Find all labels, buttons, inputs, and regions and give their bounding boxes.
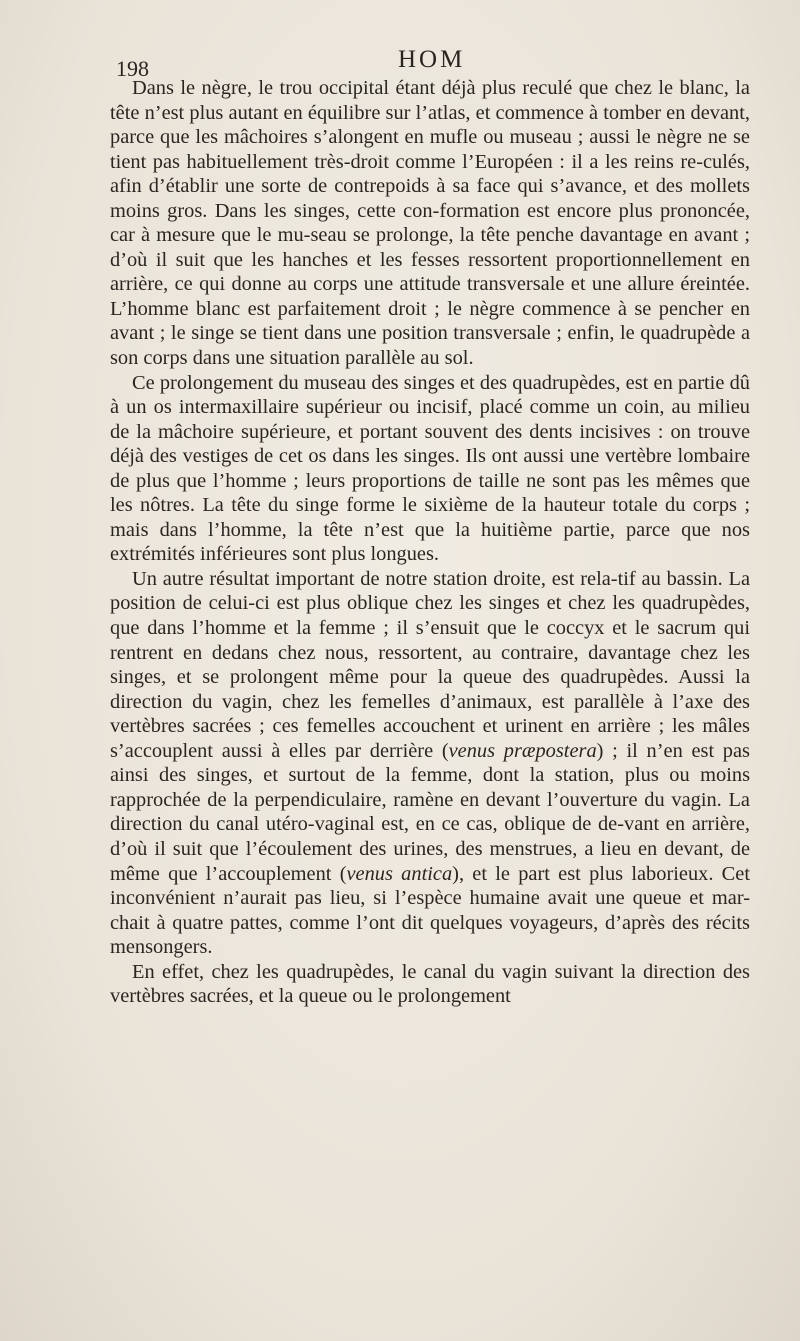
paragraph-3: [110, 567, 750, 960]
paragraph-4: [110, 960, 750, 1009]
paragraph-2-text: Ce prolongement du museau des singes et des quadrupèdes, est en partie dû à un os intermaxillaire supérieur ou incisif, placé comme un coin, au milieu de la mâchoire supérieure, et portant souvent des dents incisives : on trouve déjà des vestiges de cet os dans les singes. Ils ont aussi une vertèbre lombaire de plus que l’homme ; leurs proportions de taille ne sont pas les mêmes que les nôtres. La tête du singe forme le sixième de la hauteur totale du corps ; mais dans l’homme, la tête n’est que la huitième partie, parce que nos extrémités inférieures sont plus longues.: [110, 371, 750, 566]
latin-term-venus-antica: venus antica: [346, 862, 453, 885]
paragraph-3-text-b: ) ; il n’en est pas ainsi des singes, et surtout de la femme, dont la station, plus ou moins rapprochée de la perpendiculaire, ramène en devant l’ouverture du vagin. La direction du canal utéro-vaginal est, en ce cas, oblique de de-vant en arrière, d’où il suit que l’écoulement des urines, des menstrues, a lieu en devant, de même que l’accouplement (: [110, 739, 750, 885]
paragraph-4-text: En effet, chez les quadrupèdes, le canal du vagin suivant la direction des vertèbres sacrées, et la queue ou le prolongement: [110, 960, 750, 1008]
page-number: 198: [116, 56, 149, 81]
paragraph-1-text: Dans le nègre, le trou occipital étant déjà plus reculé que chez le blanc, la tête n’est plus autant en équilibre sur l’atlas, et commence à tomber en devant, parce que les mâchoires s’alongent en mufle ou museau ; aussi le nègre ne se tient pas habituellement très-droit comme l’Européen : il a les reins re-culés, afin d’établir une sorte de contrepoids à sa face qui s’avance, et des mollets moins gros. Dans les singes, cette con-formation est encore plus prononcée, car à mesure que le mu-seau se prolonge, la tête penche davantage en avant ; d’où il suit que les hanches et les fesses ressortent proportionnellement en arrière, ce qui donne au corps une attitude transversale et une allure éreintée. L’homme blanc est parfaitement droit ; le nègre commence à se pencher en avant ; le singe se tient dans une position transversale ; enfin, le quadrupède a son corps dans une situation parallèle au sol.: [110, 77, 750, 370]
paragraph-3-text-c: ), et le part est plus laborieux. Cet inconvénient n’aurait pas lieu, si l’espèce humaine avait une queue et mar-chait à quatre pattes, comme l’ont dit quelques voyageurs, d’après des récits mensongers.: [110, 862, 751, 959]
latin-term-venus-praepostera: venus præpostera: [448, 739, 597, 762]
paragraph-2: [110, 371, 750, 567]
page-header: [108, 44, 748, 81]
paragraph-3-text-a: Un autre résultat important de notre station droite, est rela-tif au bassin. La position de celui-ci est plus oblique chez les singes et chez les quadrupèdes, que dans l’homme et la femme ; il s’ensuit que le coccyx et le sacrum qui rentrent en dedans chez nous, ressortent, au contraire, davantage chez les singes, et se prolongent même pour la queue des quadrupèdes. Aussi la direction du vagin, chez les femelles d’animaux, est parallèle à l’axe des vertèbres sacrées ; ces femelles accouchent et urinent en arrière ; les mâles s’accouplent aussi à elles par derrière (: [110, 567, 750, 762]
body-text: [110, 76, 750, 1009]
running-head: HOM: [398, 46, 466, 73]
paragraph-1: [110, 76, 750, 371]
